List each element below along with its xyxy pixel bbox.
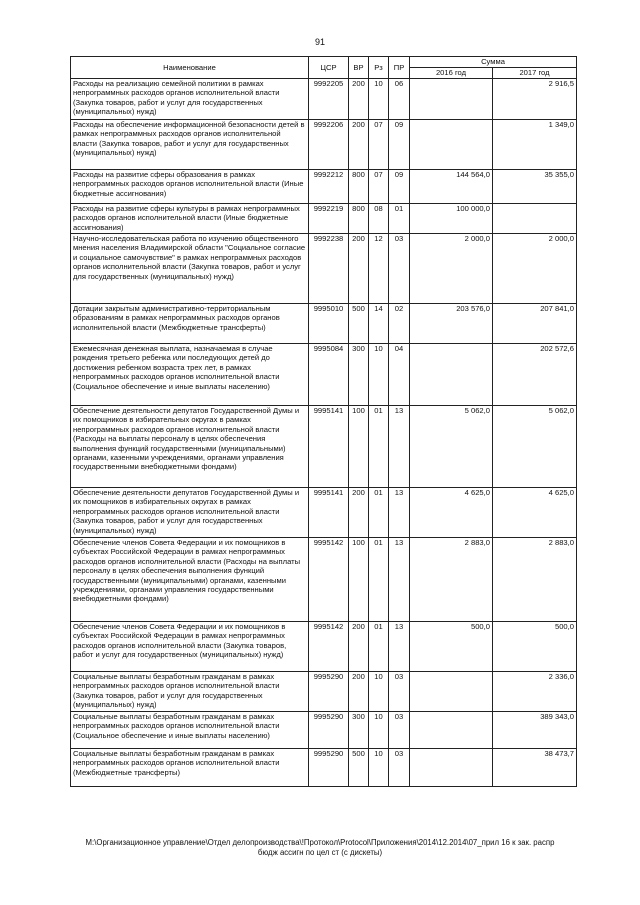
table-row — [71, 344, 577, 406]
cell-2016 — [410, 749, 493, 787]
cell-2017: 2 000,0 — [493, 234, 577, 304]
cell-vr: 200 — [349, 234, 369, 304]
cell-csr: 9995290 — [309, 749, 349, 787]
cell-2016 — [410, 344, 493, 406]
cell-2016 — [410, 672, 493, 712]
cell-2017: 202 572,6 — [493, 344, 577, 406]
cell-2016: 4 625,0 — [410, 488, 493, 538]
table-row — [71, 622, 577, 672]
table-row — [71, 79, 577, 120]
cell-vr: 800 — [349, 170, 369, 204]
cell-2017: 207 841,0 — [493, 304, 577, 344]
header-pr: ПР — [389, 57, 410, 79]
table-row — [71, 234, 577, 304]
cell-2016: 5 062,0 — [410, 406, 493, 488]
cell-2016: 2 000,0 — [410, 234, 493, 304]
cell-rz: 08 — [369, 204, 389, 234]
cell-2017: 2 916,5 — [493, 79, 577, 120]
cell-csr: 9995142 — [309, 538, 349, 622]
cell-pr: 01 — [389, 204, 410, 234]
cell-2016 — [410, 79, 493, 120]
cell-vr: 200 — [349, 672, 369, 712]
cell-pr: 13 — [389, 538, 410, 622]
cell-csr: 9995290 — [309, 712, 349, 749]
footer-line-2: бюдж ассигн по цел ст (с дискеты) — [257, 848, 383, 857]
cell-2017: 5 062,0 — [493, 406, 577, 488]
cell-name: Дотации закрытым административно-территориальным образованиям в рамках непрограммных расходов органов исполнительной власти (Межбюджетные трансферты) — [71, 304, 309, 344]
cell-rz: 10 — [369, 749, 389, 787]
cell-rz: 12 — [369, 234, 389, 304]
table-row — [71, 712, 577, 749]
budget-table — [70, 56, 577, 787]
cell-name: Расходы на обеспечение информационной безопасности детей в рамках непрограммных расходов органов исполнительной власти (Закупка товаров, работ и услуг для государственных (муниципальных) нужд) — [71, 120, 309, 170]
cell-2016: 100 000,0 — [410, 204, 493, 234]
cell-2016: 500,0 — [410, 622, 493, 672]
cell-vr: 200 — [349, 120, 369, 170]
cell-2017: 38 473,7 — [493, 749, 577, 787]
header-sum: Сумма — [410, 57, 577, 68]
cell-name: Социальные выплаты безработным гражданам в рамках непрограммных расходов органов исполнительной власти (Межбюджетные трансферты) — [71, 749, 309, 787]
table-row — [71, 488, 577, 538]
table-row — [71, 304, 577, 344]
cell-2017: 389 343,0 — [493, 712, 577, 749]
cell-name: Ежемесячная денежная выплата, назначаемая в случае рождения третьего ребенка или последующих детей до достижения ребенком возраста трех лет, в рамках непрограммных расходов органов исполнительной власти (Социальное обеспечение и иные выплаты населению) — [71, 344, 309, 406]
cell-2016: 144 564,0 — [410, 170, 493, 204]
cell-csr: 9995141 — [309, 406, 349, 488]
cell-2017: 2 883,0 — [493, 538, 577, 622]
cell-rz: 07 — [369, 120, 389, 170]
file-path-footer — [0, 838, 640, 858]
cell-vr: 200 — [349, 488, 369, 538]
page-number: 91 — [314, 37, 325, 47]
header-2016: 2016 год — [410, 68, 493, 79]
cell-rz: 01 — [369, 622, 389, 672]
cell-name: Социальные выплаты безработным гражданам в рамках непрограммных расходов органов исполнительной власти (Социальное обеспечение и иные выплаты населению) — [71, 712, 309, 749]
cell-2017: 35 355,0 — [493, 170, 577, 204]
cell-pr: 03 — [389, 749, 410, 787]
cell-csr: 9992206 — [309, 120, 349, 170]
cell-2016: 2 883,0 — [410, 538, 493, 622]
cell-csr: 9992238 — [309, 234, 349, 304]
header-rz: Рз — [369, 57, 389, 79]
cell-name: Социальные выплаты безработным гражданам в рамках непрограммных расходов органов исполнительной власти (Закупка товаров, работ и услуг для государственных (муниципальных) нужд) — [71, 672, 309, 712]
cell-name: Научно-исследовательская работа по изучению общественного мнения населения Владимирской области "Социальное согласие и социальное самочувствие" в рамках непрограммных расходов органов исполнительной власти (Закупка товаров, работ и услуг для государственных (муниципальных) нужд) — [71, 234, 309, 304]
cell-rz: 07 — [369, 170, 389, 204]
cell-pr: 02 — [389, 304, 410, 344]
cell-rz: 10 — [369, 712, 389, 749]
cell-name: Расходы на развитие сферы культуры в рамках непрограммных расходов органов исполнительной власти (Иные бюджетные ассигнования) — [71, 204, 309, 234]
cell-vr: 300 — [349, 344, 369, 406]
table-row — [71, 120, 577, 170]
cell-vr: 500 — [349, 304, 369, 344]
cell-vr: 200 — [349, 622, 369, 672]
cell-pr: 03 — [389, 712, 410, 749]
cell-rz: 01 — [369, 488, 389, 538]
cell-pr: 09 — [389, 170, 410, 204]
cell-name: Обеспечение членов Совета Федерации и их помощников в субъектах Российской Федерации в рамках непрограммных расходов органов исполнительной власти (Закупка товаров, работ и услуг для государственных (муниципальных) нужд) — [71, 622, 309, 672]
header-2017: 2017 год — [493, 68, 577, 79]
cell-vr: 300 — [349, 712, 369, 749]
table-row — [71, 538, 577, 622]
cell-csr: 9995010 — [309, 304, 349, 344]
cell-csr: 9995290 — [309, 672, 349, 712]
cell-csr: 9992219 — [309, 204, 349, 234]
cell-csr: 9992212 — [309, 170, 349, 204]
cell-name: Обеспечение деятельности депутатов Государственной Думы и их помощников в избирательных округах в рамках непрограммных расходов органов исполнительной власти (Расходы на выплаты персоналу в целях обеспечения выполнения функций государственными (муниципальными) органами, казенными учреждениями, органами управления государственными внебюджетными фондами) — [71, 406, 309, 488]
table-row — [71, 672, 577, 712]
cell-2017: 500,0 — [493, 622, 577, 672]
cell-vr: 100 — [349, 538, 369, 622]
header-csr: ЦСР — [309, 57, 349, 79]
table-row — [71, 749, 577, 787]
cell-csr: 9995084 — [309, 344, 349, 406]
cell-2017: 2 336,0 — [493, 672, 577, 712]
cell-rz: 01 — [369, 538, 389, 622]
cell-name: Обеспечение деятельности депутатов Государственной Думы и их помощников в избирательных округах в рамках непрограммных расходов органов исполнительной власти (Закупка товаров, работ и услуг для государственных (муниципальных) нужд) — [71, 488, 309, 538]
cell-name: Расходы на реализацию семейной политики в рамках непрограммных расходов органов исполнительной власти (Закупка товаров, работ и услуг для государственных (муниципальных) нужд) — [71, 79, 309, 120]
cell-pr: 13 — [389, 488, 410, 538]
cell-csr: 9995141 — [309, 488, 349, 538]
cell-2017 — [493, 204, 577, 234]
cell-rz: 10 — [369, 79, 389, 120]
cell-csr: 9995142 — [309, 622, 349, 672]
cell-name: Обеспечение членов Совета Федерации и их помощников в субъектах Российской Федерации в рамках непрограммных расходов органов исполнительной власти (Расходы на выплаты персоналу в целях обеспечения выполнения функций государственными (муниципальными) органами, казенными учреждениями, органами управления государственными внебюджетными фондами) — [71, 538, 309, 622]
cell-rz: 10 — [369, 344, 389, 406]
cell-pr: 06 — [389, 79, 410, 120]
cell-2016 — [410, 120, 493, 170]
cell-pr: 03 — [389, 234, 410, 304]
cell-pr: 13 — [389, 406, 410, 488]
cell-csr: 9992205 — [309, 79, 349, 120]
cell-rz: 10 — [369, 672, 389, 712]
cell-2016: 203 576,0 — [410, 304, 493, 344]
cell-vr: 500 — [349, 749, 369, 787]
cell-2016 — [410, 712, 493, 749]
cell-2017: 4 625,0 — [493, 488, 577, 538]
cell-pr: 13 — [389, 622, 410, 672]
cell-pr: 09 — [389, 120, 410, 170]
footer-line-1: M:\Организационное управление\Отдел делопроизводства\!Протокол\Protocol\Приложения\2014\12.2014\07_прил 16 к зак. распр — [85, 838, 555, 847]
table-row — [71, 170, 577, 204]
cell-pr: 04 — [389, 344, 410, 406]
cell-rz: 14 — [369, 304, 389, 344]
cell-2017: 1 349,0 — [493, 120, 577, 170]
cell-vr: 100 — [349, 406, 369, 488]
header-name: Наименование — [71, 57, 309, 79]
cell-vr: 200 — [349, 79, 369, 120]
cell-vr: 800 — [349, 204, 369, 234]
header-vr: ВР — [349, 57, 369, 79]
cell-name: Расходы на развитие сферы образования в рамках непрограммных расходов органов исполнительной власти (Иные бюджетные ассигнования) — [71, 170, 309, 204]
table-row — [71, 406, 577, 488]
cell-pr: 03 — [389, 672, 410, 712]
cell-rz: 01 — [369, 406, 389, 488]
table-row — [71, 204, 577, 234]
